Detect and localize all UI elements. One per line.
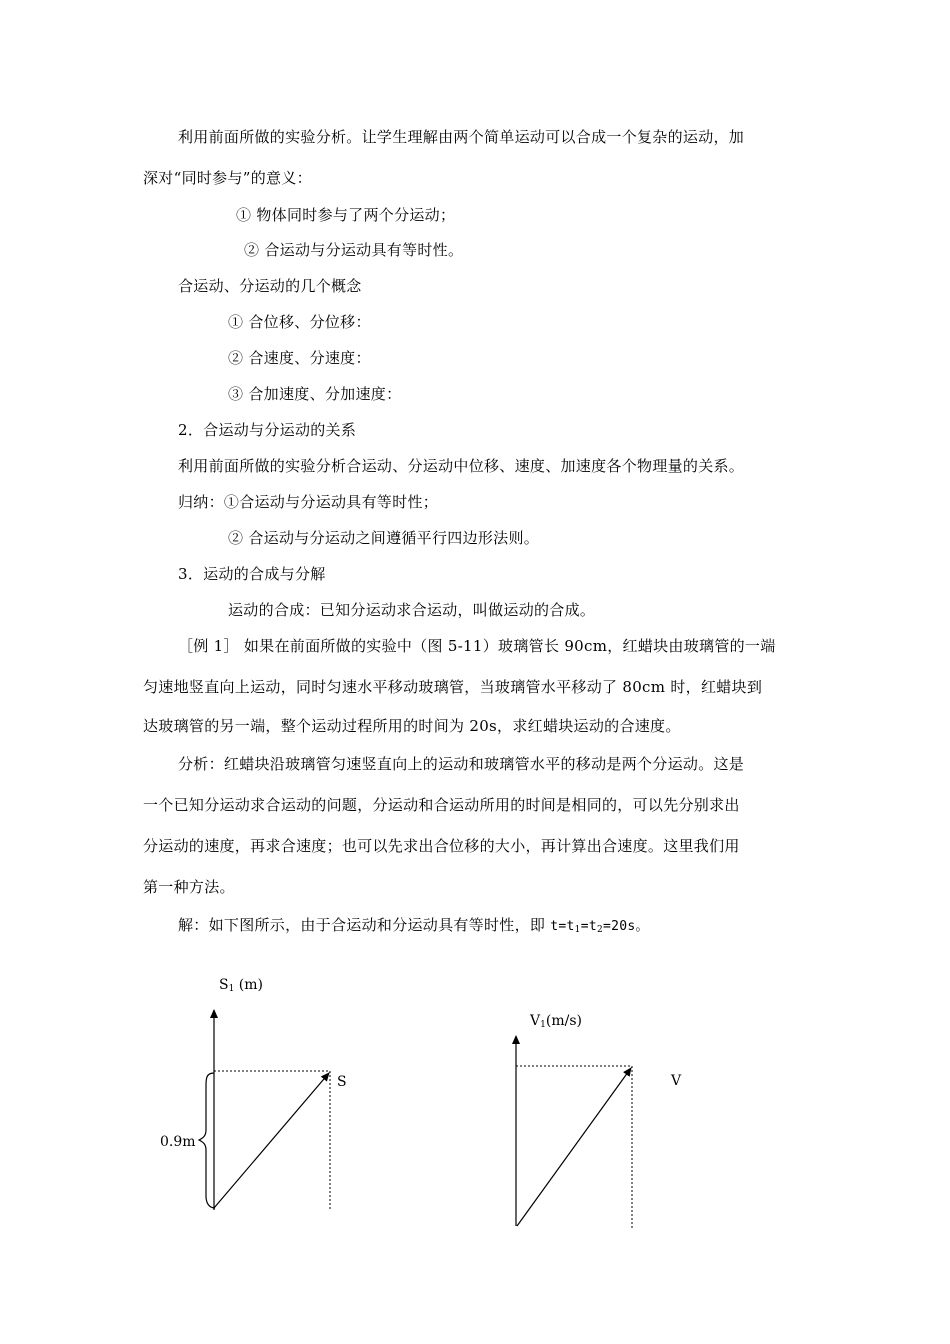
definition-synthesis: 运动的合成：已知分运动求合运动，叫做运动的合成。	[228, 601, 596, 619]
summary-line1: 归纳：①合运动与分运动具有等时性；	[178, 493, 439, 511]
left-vector-label: S	[337, 1074, 347, 1090]
list-item: ① 合位移、分位移：	[228, 313, 371, 331]
section-heading-2: 2．合运动与分运动的关系	[178, 421, 357, 439]
paragraph-intro-line1: 利用前面所做的实验分析。让学生理解由两个简单运动可以合成一个复杂的运动，加	[178, 128, 745, 146]
analysis-line4: 第一种方法。	[143, 878, 235, 896]
list-item: ② 合运动与分运动具有等时性。	[244, 241, 464, 259]
left-axis-label: $S_1$ (m)	[219, 977, 263, 994]
right-vector-label: V	[671, 1073, 682, 1089]
analysis-line2: 一个已知分运动求合运动的问题，分运动和合运动所用的时间是相同的，可以先分别求出	[143, 796, 740, 814]
example-line3: 达玻璃管的另一端，整个运动过程所用的时间为 20s，求红蜡块运动的合速度。	[143, 717, 681, 735]
section-heading-3: 3．运动的合成与分解	[178, 565, 326, 583]
example-line1: ［例 1］ 如果在前面所做的实验中（图 5-11）玻璃管长 90cm，红蜡块由玻璃管的一端	[178, 637, 776, 655]
solution-line: 解：如下图所示，由于合运动和分运动具有等时性，即 $t=t_1=t_2=20s$。	[178, 916, 649, 935]
brace-label: 0.9m	[160, 1134, 196, 1150]
example-line2: 匀速地竖直向上运动，同时匀速水平移动玻璃管，当玻璃管水平移动了 80cm 时，红蜡块到	[143, 678, 763, 696]
analysis-line3: 分运动的速度，再求合速度；也可以先求出合位移的大小，再计算出合速度。这里我们用	[143, 837, 740, 855]
concepts-title: 合运动、分运动的几个概念	[178, 277, 362, 295]
right-axis-label: $V_1(m/s)$	[530, 1013, 582, 1030]
paragraph-intro-line2: 深对“同时参与”的意义：	[143, 169, 312, 187]
list-item: ② 合速度、分速度：	[228, 349, 371, 367]
list-item: ③ 合加速度、分加速度：	[228, 385, 402, 403]
summary-line2: ② 合运动与分运动之间遵循平行四边形法则。	[228, 529, 540, 547]
right-resultant-vector	[517, 1068, 631, 1226]
left-brace	[199, 1073, 215, 1208]
analysis-line1: 分析：红蜡块沿玻璃管匀速竖直向上的运动和玻璃管水平的移动是两个分运动。这是	[178, 755, 745, 773]
paragraph-relation: 利用前面所做的实验分析合运动、分运动中位移、速度、加速度各个物理量的关系。	[178, 457, 745, 475]
left-resultant-vector	[214, 1073, 329, 1208]
list-item: ① 物体同时参与了两个分运动；	[236, 206, 456, 224]
